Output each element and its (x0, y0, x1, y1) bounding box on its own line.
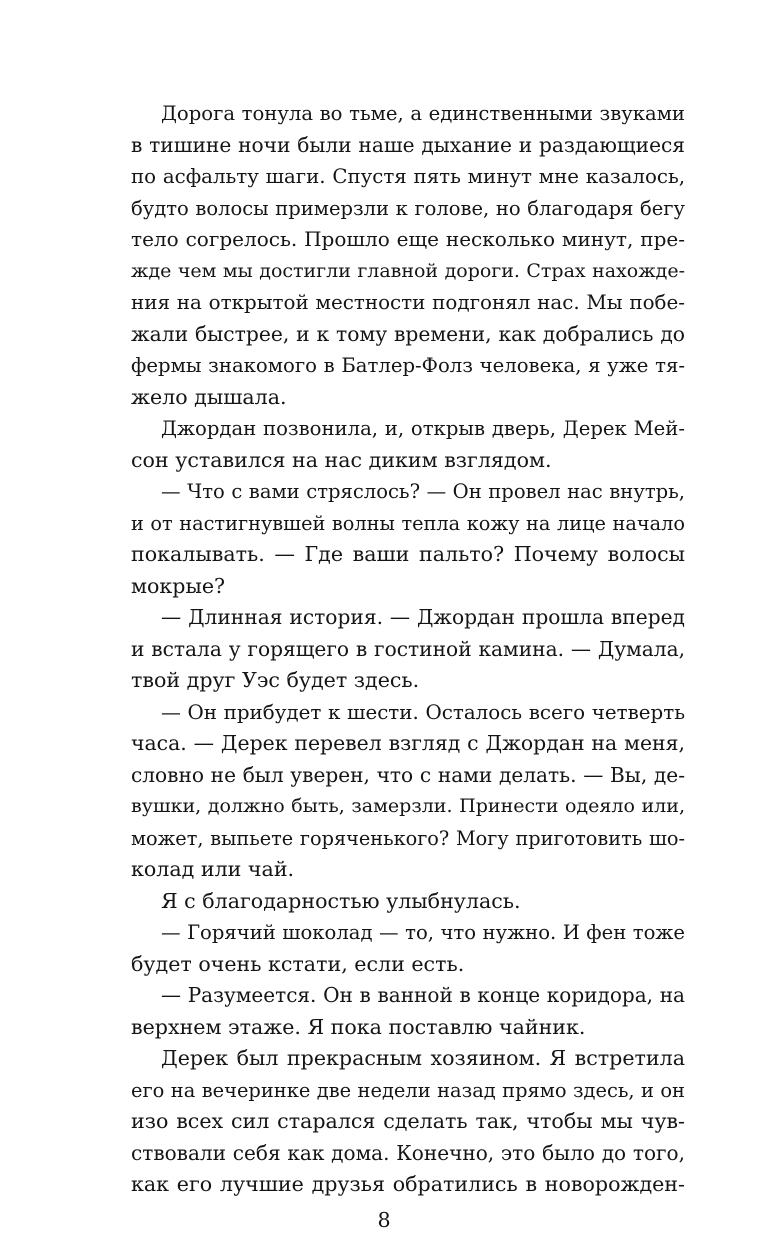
text-line: Дорога тонула во тьме, а единственными звуками (161, 102, 685, 125)
dialogue-line: — Длинная история. — Джордан прошла вперед (161, 605, 685, 629)
text-line: ствовали себя как дома. Конечно, это было до того, (131, 1141, 685, 1165)
text-line: его на вечеринке две недели назад прямо здесь, и он (131, 1079, 685, 1102)
text-line: жде чем мы достигли главной дороги. Страх нахожде- (131, 260, 685, 282)
text-line: верхнем этаже. Я пока поставлю чайник. (131, 1015, 586, 1039)
text-line: вушки, должно быть, замерзли. Принести одеяло или, (131, 795, 685, 817)
dialogue-line: — Он прибудет к шести. Осталось всего четверть (161, 701, 685, 724)
dialogue-line: — Горячий шоколад — то, что нужно. И фен тоже (161, 921, 685, 944)
text-line: твой друг Уэс будет здесь. (131, 668, 420, 692)
text-line: мокрые? (131, 574, 226, 598)
text-line: и от настигнувшей волны тепла кожу на лице начало (131, 512, 685, 535)
text-line: Я с благодарностью улыбнулась. (161, 889, 521, 913)
text-line: жали быстрее, и к тому времени, как добрались до (131, 322, 685, 346)
text-line: сон уставился на нас диким взглядом. (131, 448, 552, 472)
text-line: колад или чай. (131, 857, 295, 881)
text-line: жело дышала. (131, 385, 287, 409)
page-number: 8 (377, 1208, 391, 1232)
text-line: Джордан позвонила, и, открыв дверь, Дерек Мей- (161, 417, 685, 440)
text-line: как его лучшие друзья обратились в новорожден- (131, 1172, 685, 1196)
text-line: часа. — Дерек перевел взгляд с Джордан на меня, (131, 731, 685, 755)
text-line: и встала у горящего в гостиной камина. — Думала, (131, 637, 685, 661)
text-line: будет очень кстати, если есть. (131, 952, 465, 976)
text-line: будто волосы примерзли к голове, но благодаря бегу (131, 197, 685, 220)
dialogue-line: — Что с вами стряслось? — Он провел нас внутрь, (161, 480, 685, 503)
dialogue-line: — Разумеется. Он в ванной в конце коридора, на (161, 983, 685, 1007)
text-line: покалывать. — Где ваши пальто? Почему волосы (131, 542, 685, 566)
text-line: по асфальту шаги. Спустя пять минут мне казалось, (131, 165, 685, 188)
text-line: изо всех сил старался сделать так, чтобы мы чув- (131, 1109, 685, 1133)
text-line: словно не был уверен, что с нами делать. — Вы, де- (131, 763, 685, 787)
text-line: ния на открытой местности подгонял нас. Мы побе- (131, 291, 685, 314)
text-line: фермы знакомого в Батлер-Фолз человека, я уже тя- (131, 354, 685, 377)
text-line: тело согрелось. Прошло еще несколько минут, пре- (131, 227, 685, 251)
text-line: в тишине ночи были наше дыхание и раздающиеся (131, 133, 685, 157)
text-line: может, выпьете горяченького? Могу приготовить шо- (131, 827, 685, 850)
text-line: Дерек был прекрасным хозяином. Я встретила (161, 1046, 685, 1070)
